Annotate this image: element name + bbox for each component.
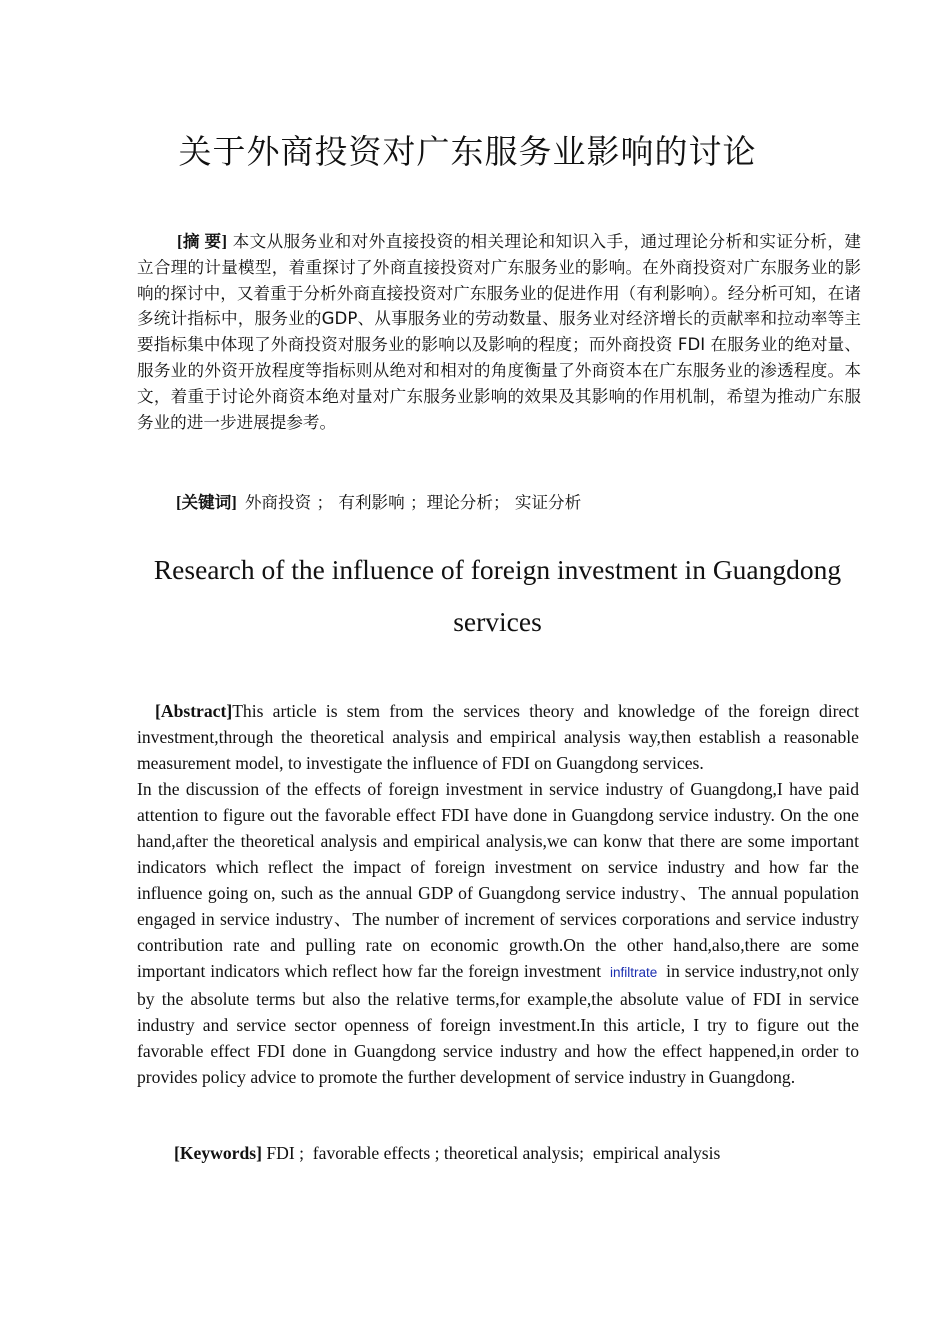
chinese-keywords-text: 外商投资 ； 有利影响 ；理论分析； 实证分析	[244, 493, 582, 512]
english-abstract-text-1: This article is stem from the services theory and knowledge of the foreign direct investment,through the theoretical analysis and empirical analysis way,then establish a reasonable measurement model, to investigate the influence of FDI on Guangdong services.	[137, 701, 859, 773]
chinese-abstract-label: [摘 要]	[177, 232, 227, 251]
english-abstract-paragraph-2	[137, 776, 859, 1090]
chinese-keywords-label: [关键词]	[176, 493, 237, 512]
chinese-abstract	[137, 229, 861, 435]
english-keywords-label: [Keywords]	[174, 1143, 262, 1163]
english-abstract	[137, 698, 859, 1090]
english-keywords-text: FDI ; favorable effects ; theoretical analysis; empirical analysis	[261, 1143, 721, 1163]
chinese-keywords	[176, 490, 581, 516]
english-abstract-paragraph-1	[137, 698, 859, 776]
chinese-abstract-text: 本文从服务业和对外直接投资的相关理论和知识入手，通过理论分析和实证分析，建立合理的计量模型，着重探讨了外商直接投资对广东服务业的影响。在外商投资对广东服务业的影响的探讨中，又着重于分析外商直接投资对广东服务业的促进作用（有利影响）。经分析可知，在诸多统计指标中，服务业的GDP、从事服务业的劳动数量、服务业对经济增长的贡献率和拉动率等主要指标集中体现了外商投资对服务业的影响以及影响的程度；而外商投资 FDI 在服务业的绝对量、服务业的外资开放程度等指标则从绝对和相对的角度衡量了外商资本在广东服务业的渗透程度。本文，着重于讨论外商资本绝对量对广东服务业影响的效果及其影响的作用机制，希望为推动广东服务业的进一步进展提参考。	[137, 232, 861, 432]
english-abstract-label: [Abstract]	[155, 701, 233, 721]
highlighted-word: infiltrate	[609, 965, 658, 980]
english-abstract-text-2b: in service industry,not only by the absolute terms but also the relative terms,for example,the absolute value of FDI in service industry and service sector openness of foreign investment.In this article, I try to figure out the favorable effect FDI done in Guangdong service industry and how the effect happened,in order to provides policy advice to promote the further development of service industry in Guangdong.	[137, 961, 859, 1087]
english-keywords	[174, 1140, 720, 1166]
english-abstract-text-2a: In the discussion of the effects of foreign investment in service industry of Guangdong,I have paid attention to figure out the favorable effect FDI have done in Guangdong service industry. On the one hand,after the theoretical analysis and empirical analysis,we can konw that there are some important indicators which reflect the impact of foreign investment on service industry and how far the influence going on, such as the annual GDP of Guangdong service industry、The annual population engaged in service industry、The number of increment of services corporations and service industry contribution rate and pulling rate on economic growth.On the other hand,also,there are some important indicators which reflect how far the foreign investment	[137, 779, 859, 981]
chinese-title: 关于外商投资对广东服务业影响的讨论	[178, 132, 757, 171]
english-title: Research of the influence of foreign investment in Guangdong services	[153, 554, 842, 637]
